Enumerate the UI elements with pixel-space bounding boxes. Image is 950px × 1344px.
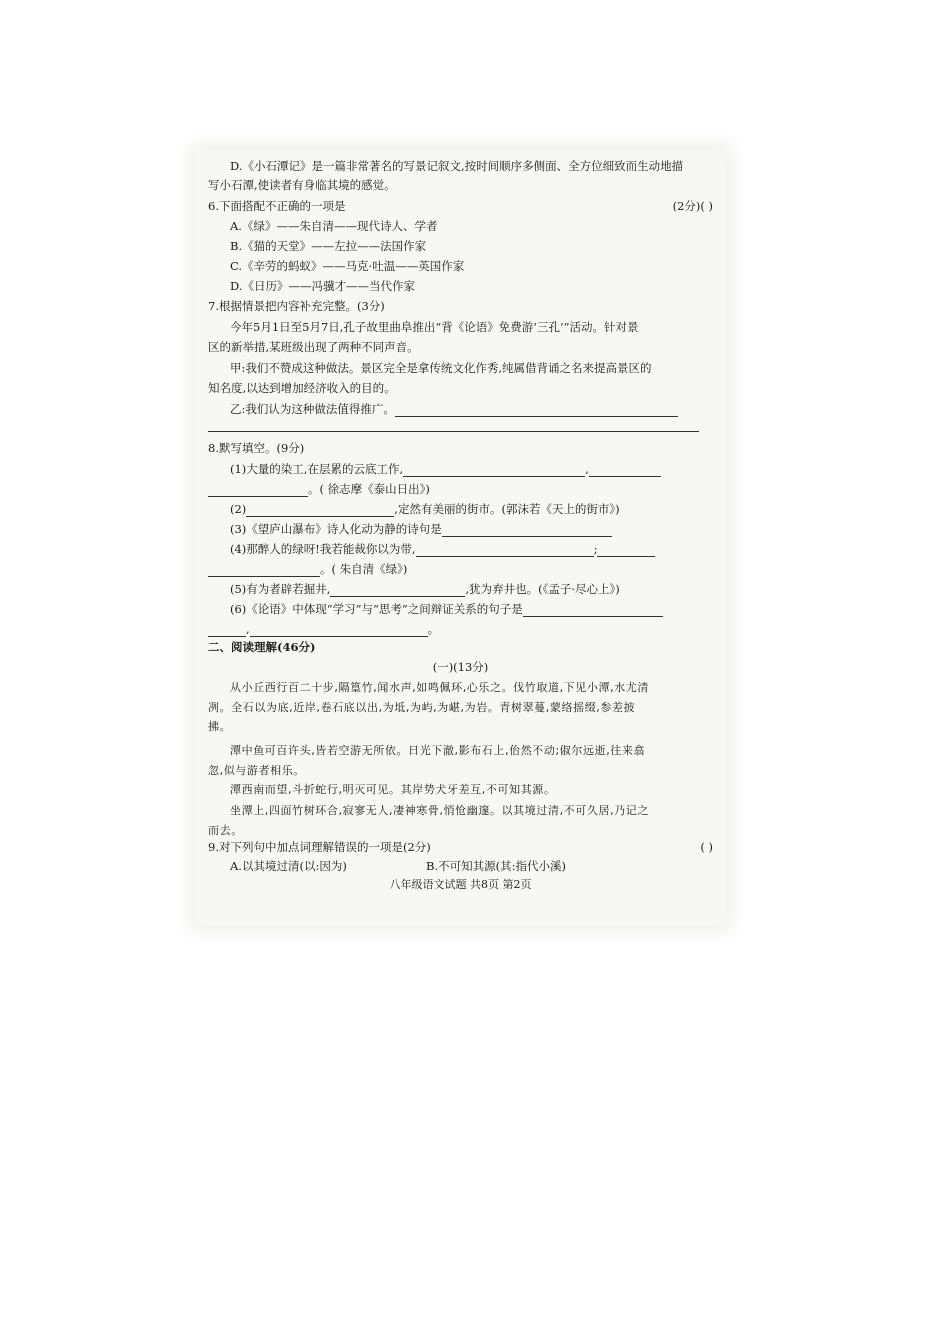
q8-item5-source: ,犹为弃井也。(《孟子·尽心上》) — [465, 582, 620, 596]
passage-para4-line1: 坐潭上,四面竹树环合,寂寥无人,凄神寒骨,悄怆幽邃。以其境过清,不可久居,乃记之 — [230, 804, 649, 817]
passage-para2-line2: 忽,似与游者相乐。 — [208, 764, 305, 777]
q9-stem-text: 9.对下列句中加点词理解错误的一项是(2分) — [208, 840, 431, 854]
q8-item1-comma: , — [585, 462, 589, 476]
q8-item6-comma: , — [246, 622, 250, 636]
q8-blank-12[interactable] — [250, 624, 428, 637]
q8-blank-8[interactable] — [208, 564, 320, 577]
q8-item6-line2 — [208, 621, 713, 637]
page-footer: 八年级语文试题 共8页 第2页 — [389, 878, 532, 891]
q7-para3 — [230, 401, 735, 417]
q6-option-b: B.《猫的天堂》——左拉——法国作家 — [230, 239, 427, 253]
q7-para2-line1: 甲:我们不赞成这种做法。景区完全是拿传统文化作秀,纯属借背诵之名来提高景区的 — [230, 361, 652, 375]
q8-item6-line1 — [230, 601, 735, 617]
q8-blank-1[interactable] — [403, 464, 585, 477]
q8-item4-text: (4)那醉人的绿呀!我若能裁你以为带, — [230, 542, 416, 556]
q9-option-b: B.不可知其源(其:指代小溪) — [426, 859, 566, 873]
passage-para2-line1: 潭中鱼可百许头,皆若空游无所依。日光下澈,影布石上,佁然不动;俶尔远逝,往来翕 — [230, 744, 646, 757]
q8-item4-source: 。( 朱自清《绿》) — [320, 562, 408, 576]
q8-item2 — [230, 501, 735, 517]
q8-blank-10[interactable] — [523, 604, 663, 617]
q8-blank-2[interactable] — [589, 464, 661, 477]
q8-item4-semicolon: ; — [593, 542, 598, 556]
q8-item5-text: (5)有为者辟若掘井, — [230, 582, 331, 596]
passage-para3: 潭西南而望,斗折蛇行,明灭可见。其岸势犬牙差互,不可知其源。 — [230, 783, 556, 796]
q5-option-d-line1: D.《小石潭记》是一篇非常著名的写景记叙文,按时间顺序多侧面、全方位细致而生动地描 — [230, 159, 684, 173]
q5-option-d-line2: 写小石潭,使读者有身临其境的感觉。 — [208, 178, 396, 192]
q7-stem: 7.根据情景把内容补充完整。(3分) — [208, 299, 385, 313]
q8-item1-line2 — [208, 481, 713, 497]
q8-item4-line2 — [208, 561, 713, 577]
q8-item6-period: 。 — [427, 622, 440, 636]
q8-blank-9[interactable] — [330, 584, 465, 597]
q8-blank-3[interactable] — [208, 484, 308, 497]
passage1-title: (一)(13分) — [432, 660, 489, 674]
q8-item1-line1 — [230, 461, 735, 477]
q8-item1-text: (1)大量的染工,在层累的云底工作, — [230, 462, 404, 476]
q6-stem — [208, 198, 713, 214]
q6-score: (2分)( ) — [672, 199, 713, 213]
q8-blank-5[interactable] — [442, 524, 612, 537]
q8-item6-text: (6)《论语》中体现“学习”与“思考”之间辩证关系的句子是 — [230, 602, 523, 616]
q7-para2-line2: 知名度,以达到增加经济收入的目的。 — [208, 381, 396, 395]
q9-option-a: A.以其境过清(以:因为) — [230, 859, 347, 873]
q8-blank-4[interactable] — [246, 504, 394, 517]
q8-item1-source: 。( 徐志摩《泰山日出》) — [308, 482, 430, 496]
passage-para4-line2: 而去。 — [208, 824, 243, 837]
q7-para1-line2: 区的新举措,某班级出现了两种不同声音。 — [208, 340, 419, 354]
q9-answer-paren[interactable]: ( ) — [700, 840, 713, 854]
q8-stem: 8.默写填空。(9分) — [208, 441, 305, 455]
passage-para1-line3: 拂。 — [208, 720, 232, 733]
q6-option-c: C.《辛劳的蚂蚁》——马克·吐温——英国作家 — [230, 259, 465, 273]
q9-options — [230, 858, 735, 874]
q7-answer-blank[interactable] — [395, 404, 678, 417]
q6-stem-text: 6.下面搭配不正确的一项是 — [208, 199, 346, 213]
passage-para1-line2: 冽。全石以为底,近岸,卷石底以出,为坻,为屿,为嵁,为岩。青树翠蔓,蒙络摇缀,参差披 — [208, 701, 636, 714]
q8-item3-text: (3)《望庐山瀑布》诗人化动为静的诗句是 — [230, 522, 442, 536]
q8-item5 — [230, 581, 735, 597]
q7-answer-line[interactable] — [208, 431, 699, 432]
q8-item2-num: (2) — [230, 502, 247, 516]
q7-para3-text: 乙:我们认为这种做法值得推广。 — [230, 402, 395, 416]
q6-option-d: D.《日历》——冯骥才——当代作家 — [230, 279, 415, 293]
q8-blank-7[interactable] — [597, 544, 655, 557]
q8-item4-line1 — [230, 541, 735, 557]
q7-para1-line1: 今年5月1日至5月7日,孔子故里曲阜推出“背《论语》免费游‘三孔’”活动。针对景 — [230, 320, 639, 334]
q8-blank-11[interactable] — [208, 624, 246, 637]
q9-stem — [208, 839, 713, 855]
q8-blank-6[interactable] — [416, 544, 594, 557]
section2-title: 二、阅读理解(46分) — [208, 640, 316, 654]
q8-item2-text: ,定然有美丽的街市。(郭沫若《天上的街市》) — [394, 502, 620, 516]
passage-para1-line1: 从小丘西行百二十步,隔篁竹,闻水声,如鸣佩环,心乐之。伐竹取道,下见小潭,水尤清 — [230, 681, 649, 694]
q6-option-a: A.《绿》——朱自清——现代诗人、学者 — [230, 219, 438, 233]
q8-item3 — [230, 521, 735, 537]
